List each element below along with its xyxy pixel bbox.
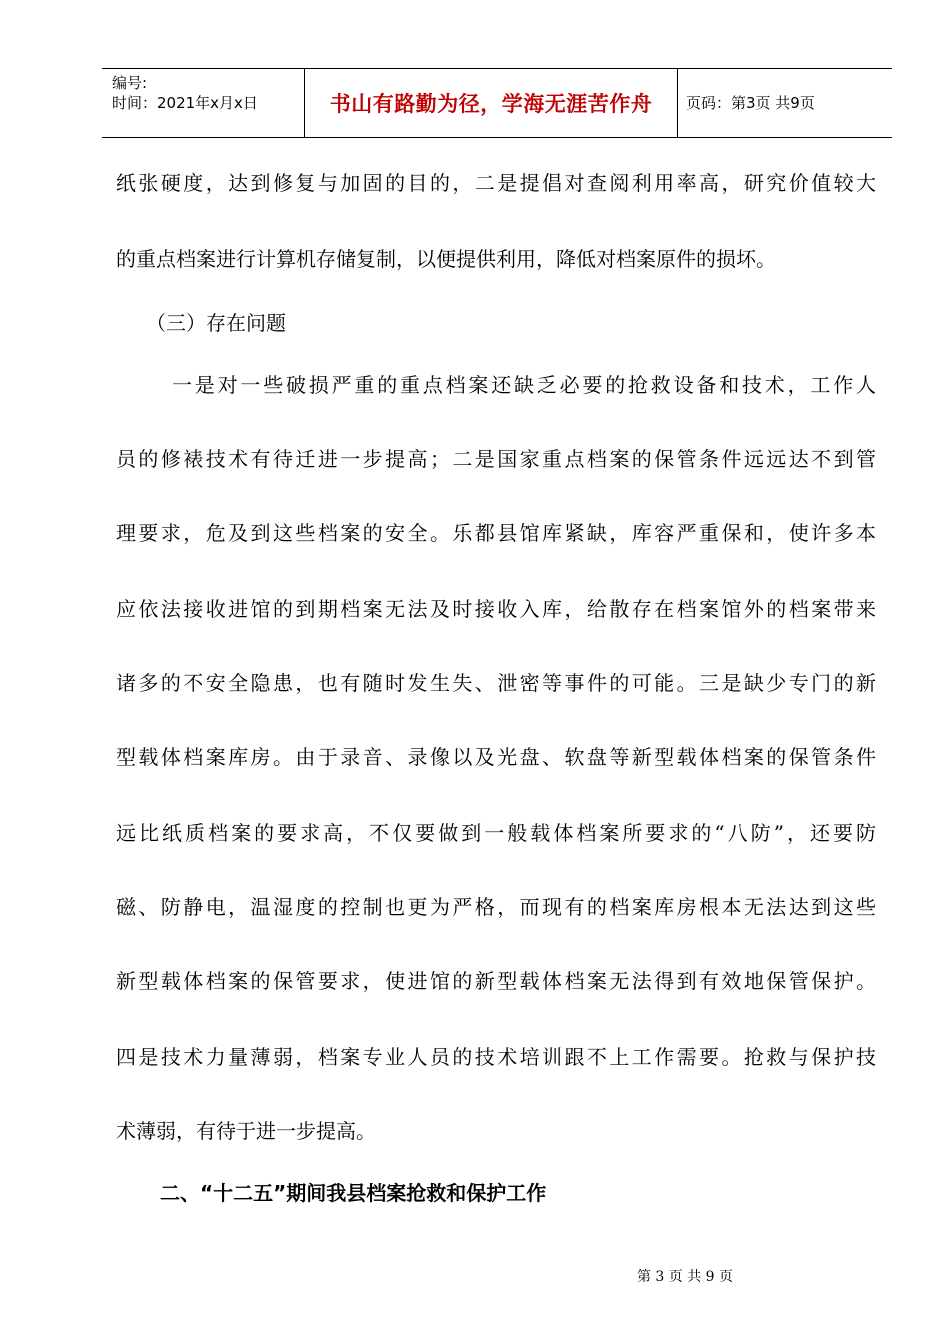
paragraph-line: 员的修裱技术有待迁进一步提高；二是国家重点档案的保管条件远远达不到管 — [116, 447, 876, 471]
chapter-heading: 二、“十二五”期间我县档案抢救和保护工作 — [160, 1181, 547, 1205]
header-motto-cell — [304, 69, 678, 137]
section-heading: （三）存在问题 — [146, 311, 286, 335]
paragraph-line: 理要求，危及到这些档案的安全。乐都县馆库紧缺，库容严重保和，使许多本 — [116, 521, 876, 545]
paragraph-line: 型载体档案库房。由于录音、录像以及光盘、软盘等新型载体档案的保管条件 — [116, 745, 876, 769]
paragraph-line: 磁、防静电，温湿度的控制也更为严格，而现有的档案库房根本无法达到这些 — [116, 895, 876, 919]
header-page-cell — [678, 69, 892, 137]
page-number: 第 3 页 共 9 页 — [636, 1269, 734, 1285]
header-meta — [102, 69, 304, 137]
paragraph-line: 一是对一些破损严重的重点档案还缺乏必要的抢救设备和技术，工作人 — [172, 373, 876, 397]
paragraph-line: 术薄弱，有待于进一步提高。 — [116, 1119, 376, 1143]
page-code: 页码：第3页 共9页 — [686, 94, 815, 112]
paragraph-line: 四是技术力量薄弱，档案专业人员的技术培训跟不上工作需要。抢救与保护技 — [116, 1045, 876, 1069]
paragraph-line: 应依法接收进馆的到期档案无法及时接收入库，给散存在档案馆外的档案带来 — [116, 597, 876, 621]
paragraph-line: 纸张硬度，达到修复与加固的目的，二是提倡对查阅利用率高，研究价值较大 — [116, 171, 876, 195]
number-label: 编号: — [112, 74, 148, 92]
paragraph-line: 新型载体档案的保管要求，使进馆的新型载体档案无法得到有效地保管保护。 — [116, 969, 876, 993]
motto: 书山有路勤为径，学海无涯苦作舟 — [329, 92, 653, 116]
paragraph-line: 的重点档案进行计算机存储复制，以便提供利用，降低对档案原件的损坏。 — [116, 247, 776, 271]
time-label: 时间：2021年x月x日 — [112, 94, 258, 112]
page-header — [102, 68, 892, 138]
paragraph-line: 诸多的不安全隐患，也有随时发生失、泄密等事件的可能。三是缺少专门的新 — [116, 671, 876, 695]
page-footer — [0, 1266, 950, 1286]
paragraph-line: 远比纸质档案的要求高，不仅要做到一般载体档案所要求的“八防”，还要防 — [116, 821, 876, 845]
